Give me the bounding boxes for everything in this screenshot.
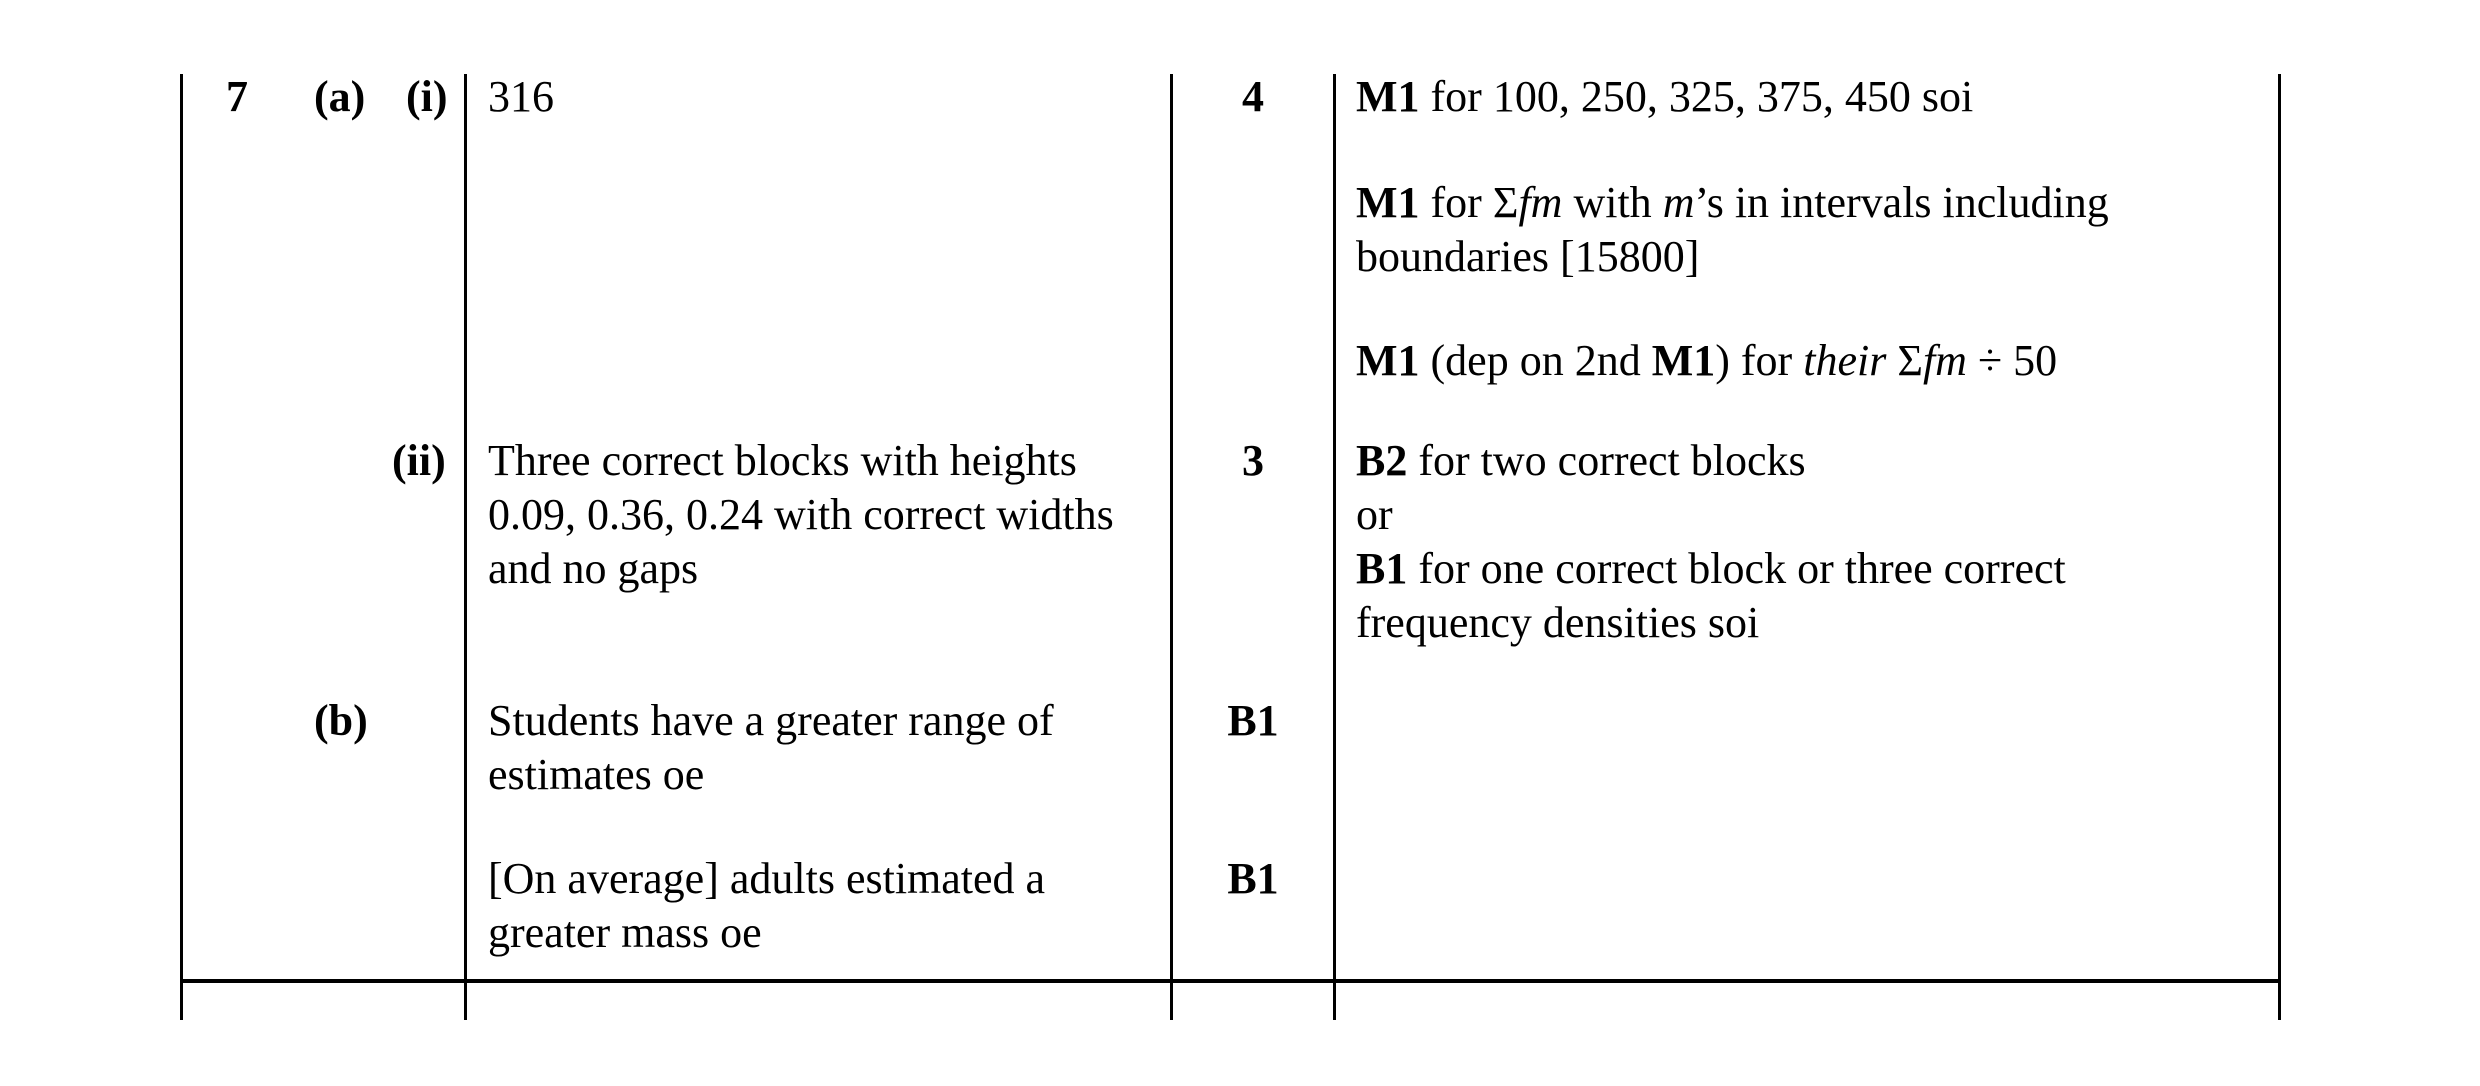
mark-code: B2	[1356, 436, 1408, 485]
guidance-text: for two correct blocks	[1407, 436, 1806, 485]
guidance-text: Σ	[1886, 336, 1923, 385]
subpart-ii-label: (ii)	[392, 436, 446, 485]
guidance-text: (dep on 2nd	[1419, 336, 1652, 385]
mark-code: M1	[1356, 72, 1420, 121]
answer-a-ii-line3: and no gaps	[488, 544, 699, 593]
answer-b2-line1: [On average] adults estimated a	[488, 854, 1046, 903]
column-divider-answer	[464, 74, 467, 1020]
subpart-i-label: (i)	[406, 72, 448, 121]
marks-a-ii: 3	[1242, 436, 1264, 485]
marks-b2: B1	[1227, 854, 1279, 903]
guidance-text-italic: m	[1662, 178, 1695, 227]
mark-code: M1	[1356, 178, 1420, 227]
table-border-right	[2278, 74, 2281, 1020]
mark-code: B1	[1356, 544, 1408, 593]
part-a-label: (a)	[314, 72, 366, 121]
guidance-a-ii-1	[1356, 434, 1806, 488]
part-b-label: (b)	[314, 696, 368, 745]
marks-a-i: 4	[1242, 72, 1264, 121]
guidance-text: for Σ	[1419, 178, 1519, 227]
answer-b1-line1: Students have a greater range of	[488, 696, 1054, 745]
answer-a-ii-line1: Three correct blocks with heights	[488, 436, 1077, 485]
answer-a-i: 316	[488, 72, 554, 121]
guidance-text-italic: fm	[1518, 178, 1563, 227]
table-border-left	[180, 74, 183, 1020]
guidance-a-ii-or: or	[1356, 490, 1393, 539]
guidance-a-i-2-line2: boundaries [15800]	[1356, 232, 1700, 281]
guidance-a-i-1	[1356, 70, 1973, 124]
column-divider-guidance	[1333, 74, 1336, 1020]
guidance-text-italic: their	[1803, 336, 1887, 385]
answer-b2-line2: greater mass oe	[488, 908, 762, 957]
row-separator	[180, 979, 2281, 983]
answer-a-ii-line2: 0.09, 0.36, 0.24 with correct widths	[488, 490, 1114, 539]
guidance-text: ÷ 50	[1966, 336, 2058, 385]
mark-code: M1	[1356, 336, 1420, 385]
guidance-a-ii-2-line2: frequency densities soi	[1356, 598, 1760, 647]
guidance-a-ii-2	[1356, 542, 2066, 596]
guidance-text: ) for	[1715, 336, 1804, 385]
guidance-text: with	[1562, 178, 1663, 227]
guidance-text: ’s in intervals including	[1694, 178, 2109, 227]
answer-b1-line2: estimates oe	[488, 750, 705, 799]
mark-code: M1	[1651, 336, 1716, 385]
guidance-a-i-2	[1356, 176, 2109, 230]
guidance-a-i-3	[1356, 334, 2057, 388]
guidance-text: for one correct block or three correct	[1407, 544, 2066, 593]
marks-b1: B1	[1227, 696, 1279, 745]
guidance-text: for 100, 250, 325, 375, 450 soi	[1419, 72, 1974, 121]
question-number: 7	[226, 72, 248, 121]
guidance-text-italic: fm	[1922, 336, 1967, 385]
